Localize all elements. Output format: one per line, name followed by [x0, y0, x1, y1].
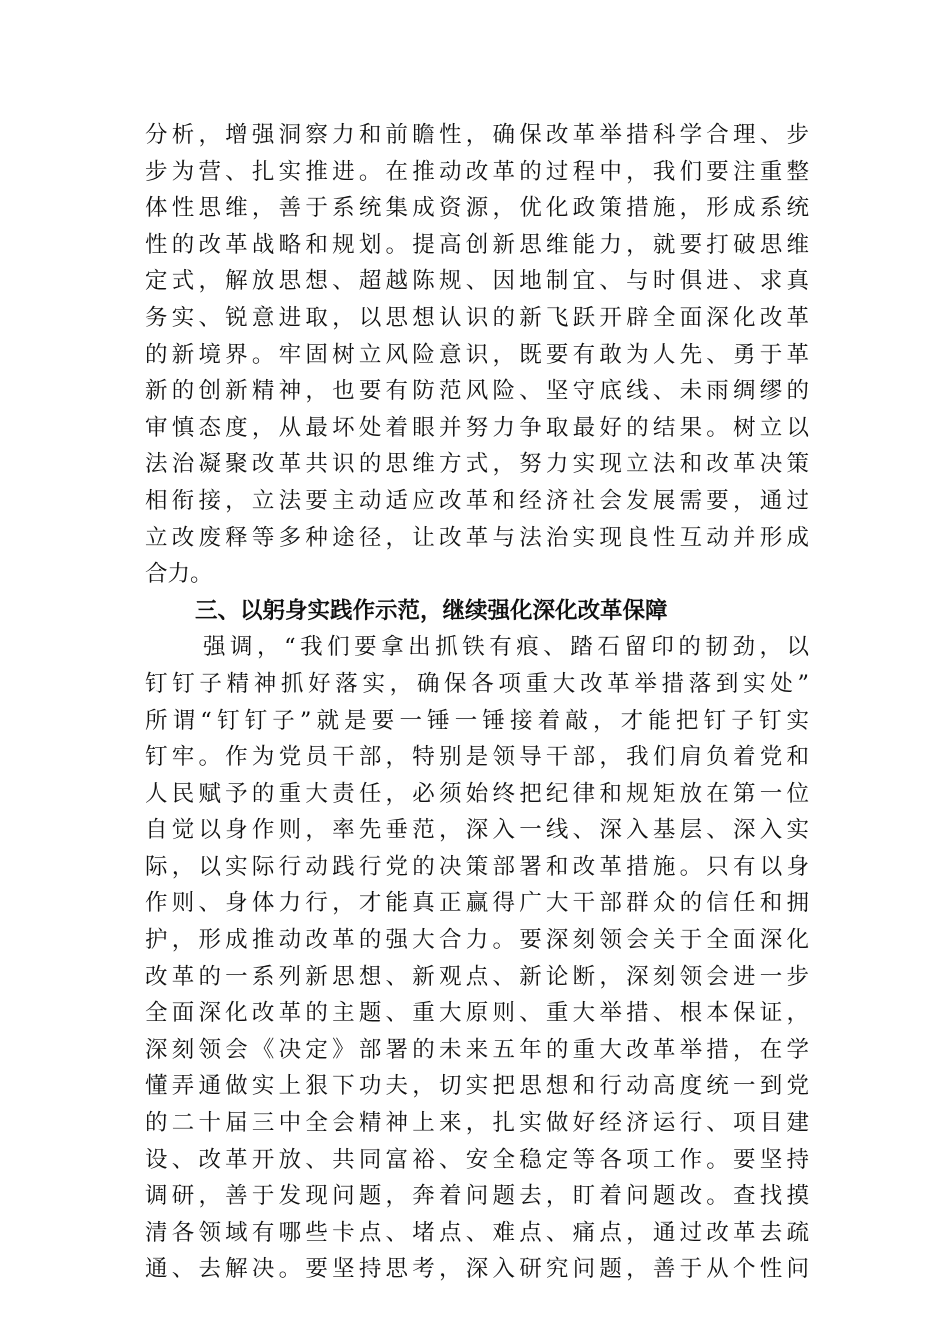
text-line: 自觉以身作则，率先垂范，深入一线、深入基层、深入实: [145, 817, 809, 844]
text-line: 体性思维，善于系统集成资源，优化政策措施，形成系统: [145, 195, 809, 222]
paragraph: [145, 629, 809, 1288]
text-line: 改革的一系列新思想、新观点、新论断，深刻领会进一步: [145, 963, 809, 990]
text-line: 全面深化改革的主题、重大原则、重大举措、根本保证，: [145, 1000, 809, 1027]
section-heading: 三、以躬身实践作示范，继续强化深化改革保障: [195, 597, 668, 624]
text-line: 钉牢。作为党员干部，特别是领导干部，我们肩负着党和: [145, 744, 809, 771]
text-line: 步为营、扎实推进。在推动改革的过程中，我们要注重整: [145, 158, 809, 185]
text-line: 务实、锐意进取，以思想认识的新飞跃开辟全面深化改革: [145, 304, 809, 331]
text-line: 合力。: [145, 561, 213, 588]
text-line: 的二十届三中全会精神上来，扎实做好经济运行、项目建: [145, 1110, 809, 1137]
text-line: 的新境界。牢固树立风险意识，既要有敢为人先、勇于革: [145, 341, 809, 368]
text-line: 法治凝聚改革共识的思维方式，努力实现立法和改革决策: [145, 451, 809, 478]
text-line: 通、去解决。要坚持思考，深入研究问题，善于从个性问: [145, 1256, 809, 1283]
text-line: 强调，“我们要拿出抓铁有痕、踏石留印的韧劲，以: [203, 634, 809, 661]
text-line: 护，形成推动改革的强大合力。要深刻领会关于全面深化: [145, 927, 809, 954]
text-line: 新的创新精神，也要有防范风险、坚守底线、未雨绸缪的: [145, 378, 809, 405]
document-body: [145, 117, 809, 1288]
text-line: 立改废释等多种途径，让改革与法治实现良性互动并形成: [145, 524, 809, 551]
text-line: 性的改革战略和规划。提高创新思维能力，就要打破思维: [145, 231, 809, 258]
text-line: 调研，善于发现问题，奔着问题去，盯着问题改。查找摸: [145, 1183, 809, 1210]
text-line: 定式，解放思想、超越陈规、因地制宜、与时俱进、求真: [145, 268, 809, 295]
text-line: 设、改革开放、共同富裕、安全稳定等各项工作。要坚持: [145, 1146, 809, 1173]
text-line: 相衔接，立法要主动适应改革和经济社会发展需要，通过: [145, 487, 809, 514]
text-line: 清各领域有哪些卡点、堵点、难点、痛点，通过改革去疏: [145, 1219, 809, 1246]
text-line: 深刻领会《决定》部署的未来五年的重大改革举措，在学: [145, 1036, 809, 1063]
text-line: 分析，增强洞察力和前瞻性，确保改革举措科学合理、步: [145, 122, 809, 148]
text-line: 钉钉子精神抓好落实，确保各项重大改革举措落到实处”: [145, 670, 809, 697]
text-line: 际，以实际行动践行党的决策部署和改革措施。只有以身: [145, 853, 809, 880]
text-line: 人民赋予的重大责任，必须始终把纪律和规矩放在第一位: [145, 780, 809, 807]
text-line: 懂弄通做实上狠下功夫，切实把思想和行动高度统一到党: [145, 1073, 809, 1100]
text-line: 所谓“钉钉子”就是要一锤一锤接着敲，才能把钉子钉实: [145, 707, 809, 734]
paragraph-continued: [145, 117, 809, 593]
text-line: 审慎态度，从最坏处着眼并努力争取最好的结果。树立以: [145, 414, 809, 441]
text-line: 作则、身体力行，才能真正赢得广大干部群众的信任和拥: [145, 890, 809, 917]
